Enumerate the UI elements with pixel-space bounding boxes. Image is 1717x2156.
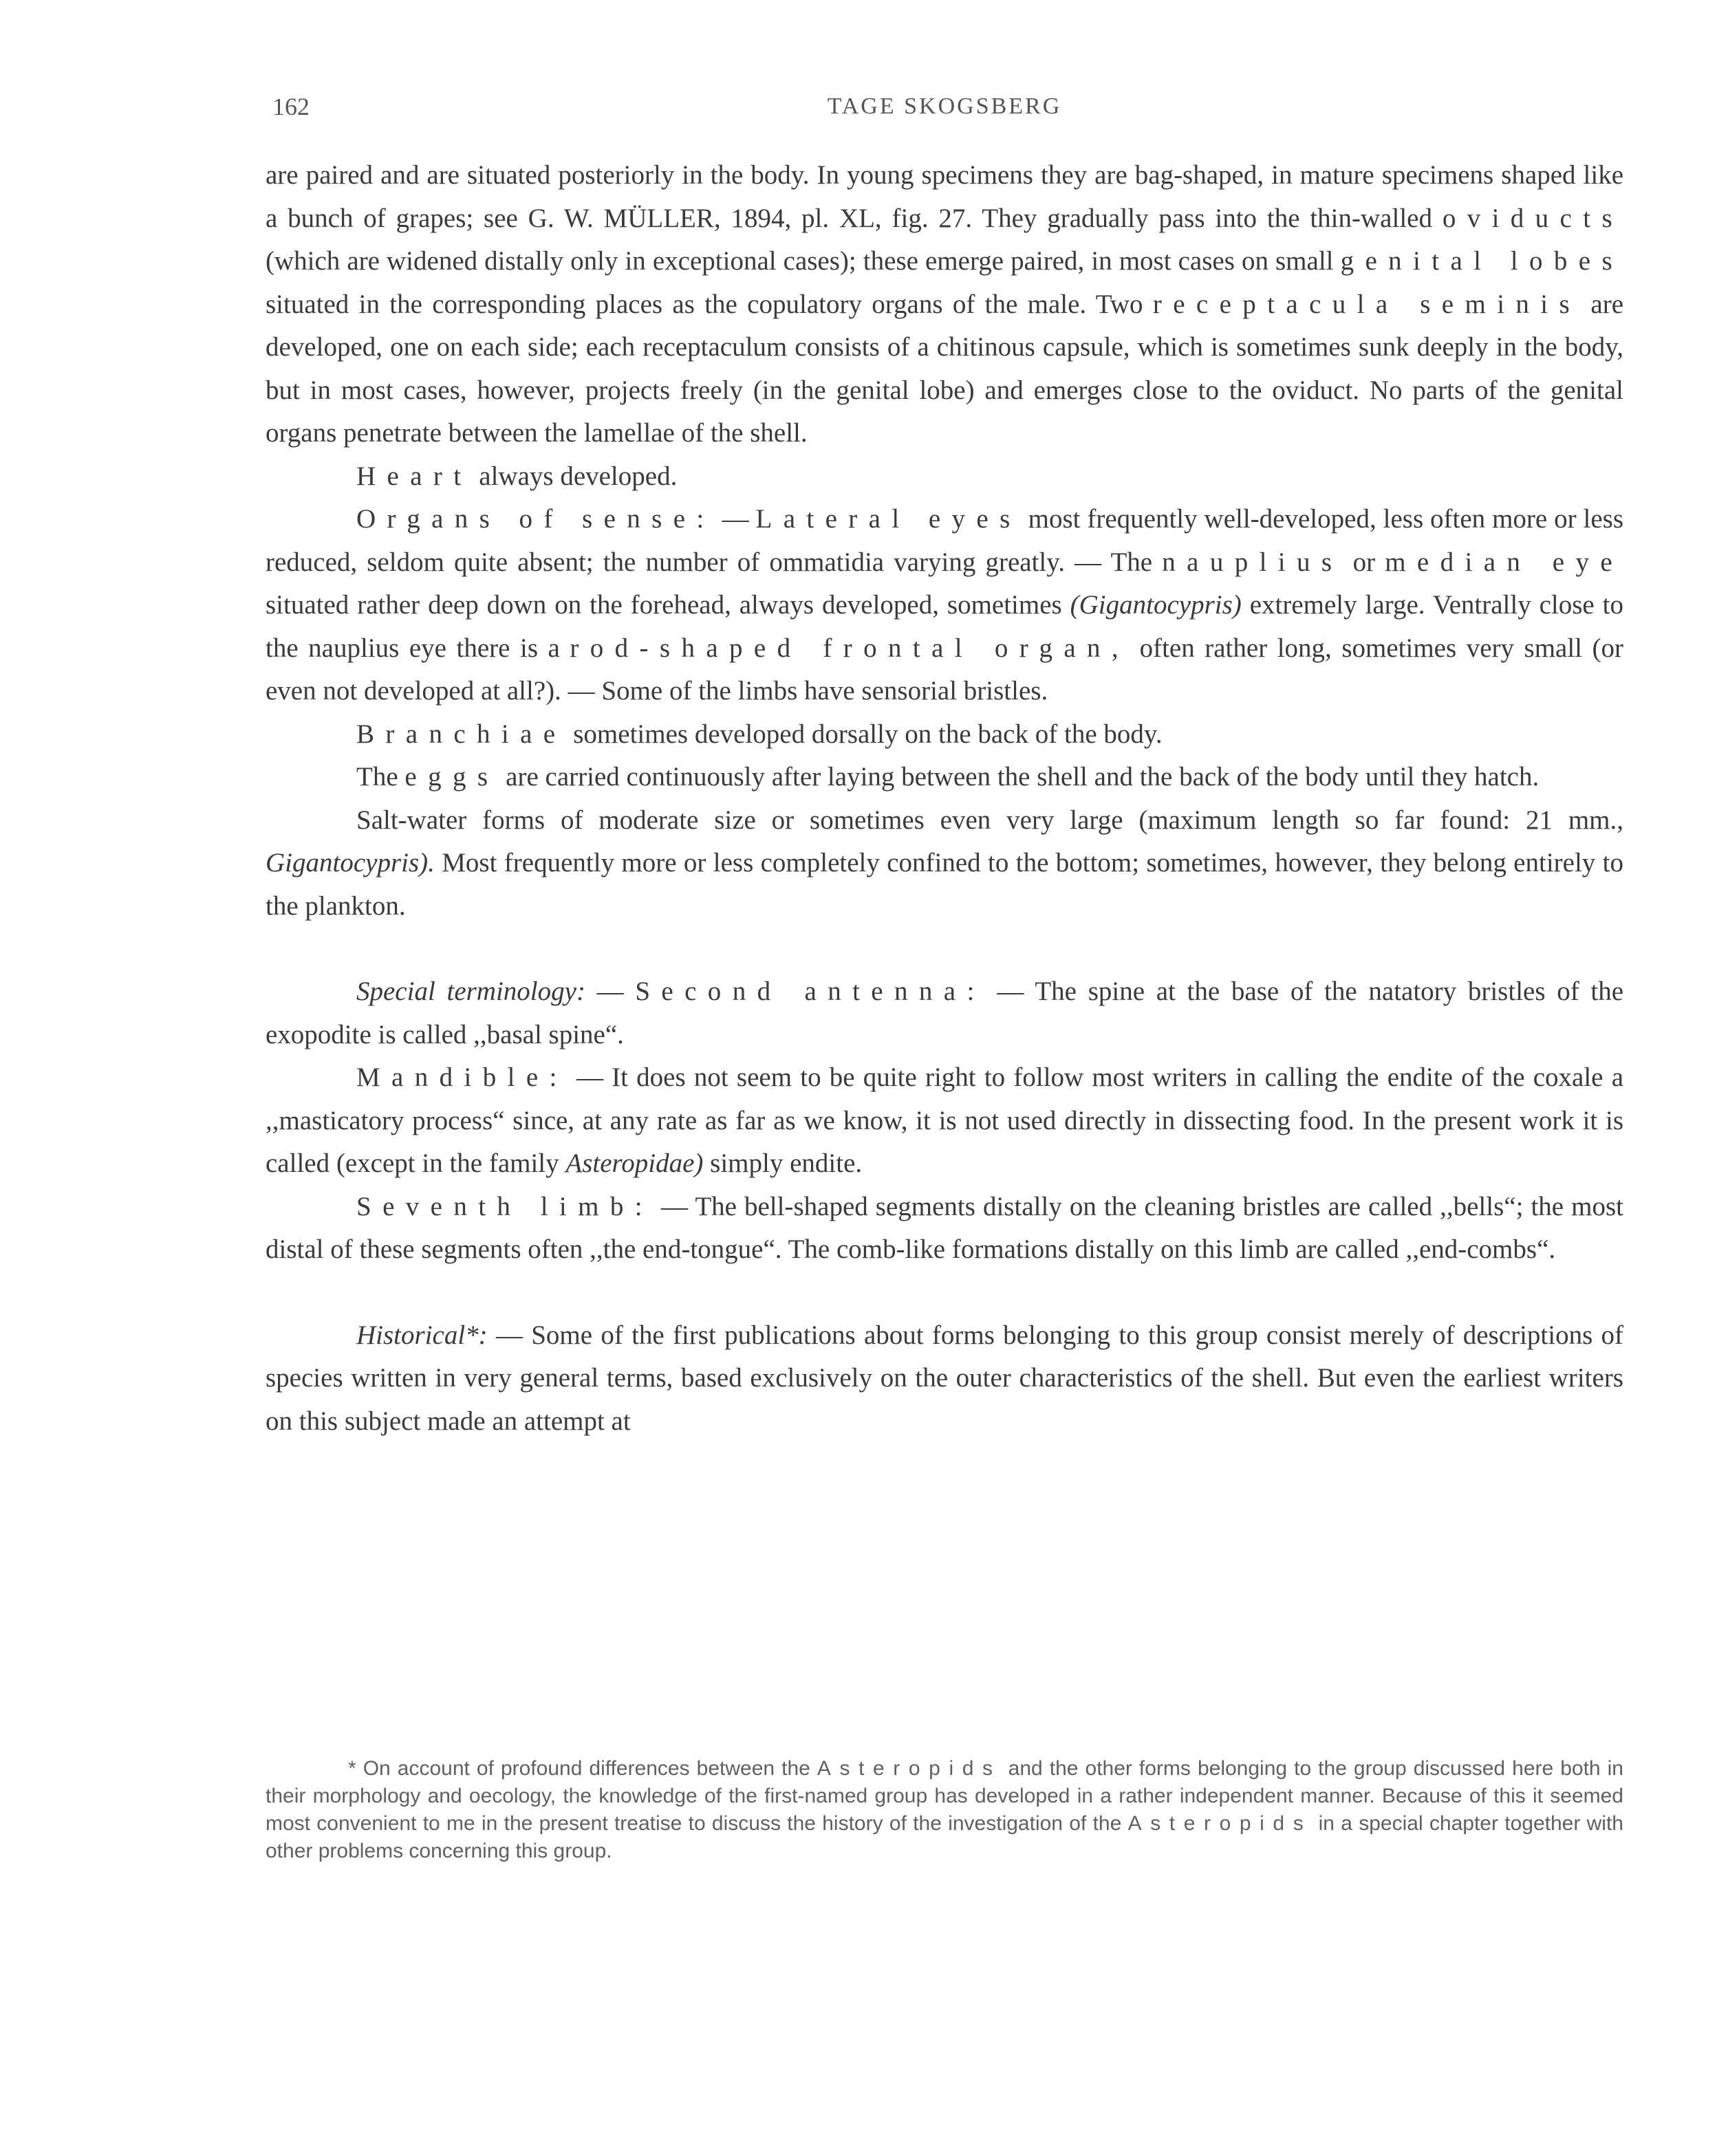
spaced-term: Heart	[356, 461, 473, 491]
paragraph-organs-of-sense: Organs of sense: — Lateral eyes most frequently well-developed, less often more or less reduced, seldom quite absent; the number of ommatidia varying greatly. — The nauplius or median eye situated rather deep down on the forehead, always developed, sometimes (Gigantocypris) extremely large. Ventrally close to the nauplius eye there is a rod-shaped frontal organ, often rather long, sometimes very small (or even not developed at all?). — Some of the limbs have sensorial bristles.	[266, 504, 1624, 706]
italic-genus: Gigantocypris).	[266, 848, 435, 878]
footnote: * On account of profound differences between the Asteropids and the other forms belonging to the group discussed here both in their morphology and oecology, the knowledge of the first-named group has developed in a rather independent manner. Because of this it seemed most convenient to me in the present treatise to discuss the history of the investigation of the Asteropids in a special chapter together with other problems concerning this group.	[266, 1757, 1623, 1862]
spaced-term: rod-shaped frontal organ,	[570, 633, 1130, 663]
spaced-term: Seventh limb:	[356, 1191, 654, 1221]
paragraph-genital-organs: are paired and are situated posteriorly in the body. In young specimens they are bag-shaped, in mature specimens shaped like a bunch of grapes; see G. W. MÜLLER, 1894, pl. XL, fig. 27. They gradually pass into the thin-walled oviducts (which are widened distally only in exceptional cases); these emerge paired, in most cases on small genital lobes situated in the corresponding places as the copulatory organs of the male. Two receptacula seminis are developed, one on each side; each receptaculum consists of a chitinous capsule, which is sometimes sunk deeply in the body, but in most cases, however, projects freely (in the genital lobe) and emerges close to the oviduct. No parts of the genital organs penetrate between the lamellae of the shell.	[266, 160, 1624, 448]
paragraph-branchiae: Branchiae sometimes developed dorsally on the back of the body.	[356, 719, 1163, 749]
page-header	[266, 92, 1623, 133]
paragraph-seventh-limb: Seventh limb: — The bell-shaped segments distally on the cleaning bristles are called ,,bells“; the most distal of these segments often ,,the end-tongue“. The comb-like formations distally on this limb are called ,,end-combs“.	[266, 1191, 1623, 1264]
spaced-term: nauplius	[1162, 547, 1343, 577]
spaced-term: Asteropids	[1127, 1812, 1313, 1835]
italic-family: Asteropidae)	[565, 1148, 704, 1178]
spaced-term: Second antenna:	[635, 977, 986, 1006]
italic-genus: (Gigantocypris)	[1070, 590, 1242, 620]
page-number: 162	[272, 93, 310, 120]
paragraph-eggs: The eggs are carried continuously after laying between the shell and the back of the body until they hatch.	[356, 762, 1540, 792]
spaced-term: Lateral eyes	[755, 504, 1022, 534]
paragraph-historical: Historical*: — Some of the first publications about forms belonging to this group consist merely of descriptions of species written in very general terms, based exclusively on the outer characteristics of the shell. But even the earliest writers on this subject made an attempt at	[266, 1320, 1624, 1436]
spaced-term: Asteropids	[817, 1757, 1002, 1780]
spaced-term: receptacula seminis	[1152, 289, 1581, 319]
spaced-term: Organs of sense:	[356, 504, 715, 534]
spaced-term: Mandible:	[356, 1063, 568, 1092]
running-head: TAGE SKOGSBERG	[827, 94, 1062, 119]
section-heading: Historical*:	[356, 1320, 488, 1350]
spaced-term: median eye	[1385, 547, 1624, 577]
spaced-term: eggs	[404, 762, 499, 792]
body-text	[266, 154, 1623, 1443]
paragraph-habitat: Salt-water forms of moderate size or sometimes even very large (maximum length so far found: 21 mm., Gigantocypris). Most frequently more or less completely confined to the bottom; sometimes, however, they belong entirely to the plankton.	[266, 805, 1623, 921]
paragraph-mandible: Mandible: — It does not seem to be quite right to follow most writers in calling the endite of the coxale a ,,masticatory process“ since, at any rate as far as we know, it is not used directly in dissecting food. In the present work it is called (except in the family Asteropidae) simply endite.	[266, 1063, 1624, 1178]
section-heading: Special terminology:	[356, 977, 585, 1006]
spaced-term: genital lobes	[1340, 246, 1624, 276]
spaced-term: Branchiae	[356, 719, 567, 749]
paragraph-heart: Heart always developed.	[356, 461, 678, 491]
spaced-term: oviducts	[1442, 203, 1624, 233]
paragraph-special-terminology: Special terminology: — Second antenna: — The spine at the base of the natatory bristles of the exopodite is called ,,basal spine“.	[266, 977, 1624, 1049]
